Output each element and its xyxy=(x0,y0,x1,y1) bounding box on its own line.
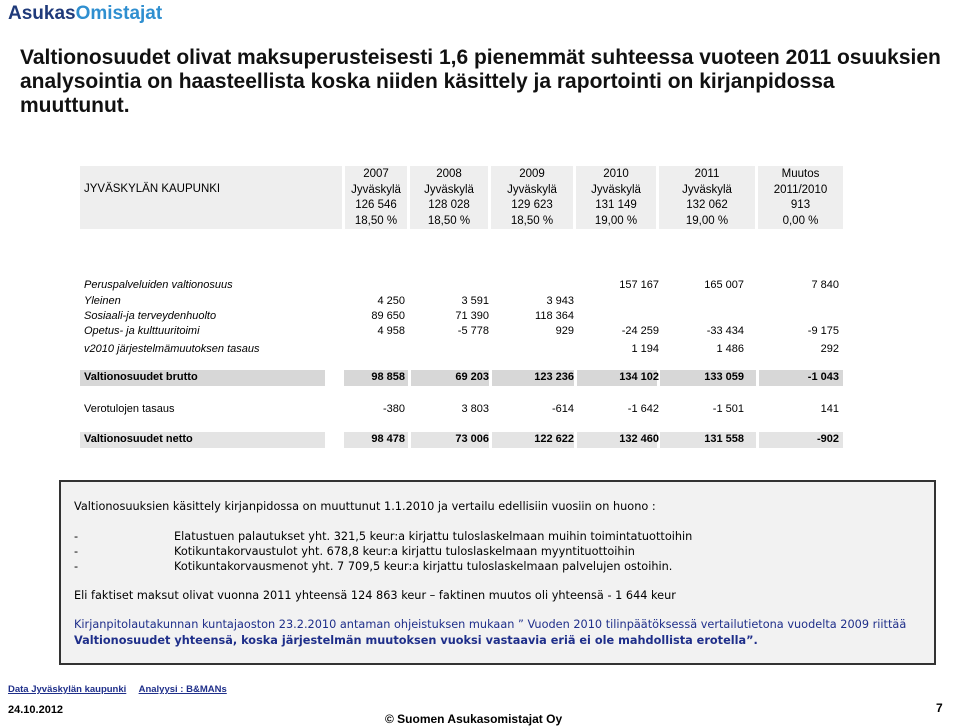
analysis-label: Analyysi : B&MANs xyxy=(138,684,227,695)
cell-2007: -380 xyxy=(382,403,405,415)
column-population: 132 062 xyxy=(686,199,728,211)
brand-part2: Omistajat xyxy=(75,3,163,24)
note-bullet: Elatustuen palautukset yht. 321,5 keur:a kirjattu tuloslaskelmaan muihin toimintatuottoihin xyxy=(174,530,693,543)
table-row-peruspalvelut xyxy=(80,278,843,294)
table-row-opetus xyxy=(80,324,843,340)
row-label: v2010 järjestelmämuutoksen tasaus xyxy=(84,343,260,355)
column-population: 913 xyxy=(790,199,811,211)
cell-change: 141 xyxy=(820,403,839,415)
cell-2008: 73 006 xyxy=(455,433,489,445)
cell-2007: 4 250 xyxy=(377,295,405,307)
note-bullet-dash: - xyxy=(74,560,79,573)
table-row-yleinen xyxy=(80,294,843,310)
cell-2009: 123 236 xyxy=(534,371,574,383)
row-label: Peruspalveluiden valtionosuus xyxy=(84,279,233,291)
cell-2009: 929 xyxy=(555,325,574,337)
column-city: Jyväskylä xyxy=(682,183,732,196)
column-year: 2009 xyxy=(519,168,545,180)
cell-2010: -24 259 xyxy=(621,325,659,337)
note-box xyxy=(59,480,936,665)
table-row-brutto xyxy=(80,370,843,386)
cell-change: -1 043 xyxy=(807,371,839,383)
column-population: 129 623 xyxy=(511,199,553,211)
summary-column xyxy=(659,166,755,229)
note-intro: Valtionosuuksien käsittely kirjanpidossa on muuttunut 1.1.2010 ja vertailu edellisiin vuosiin on huono : xyxy=(74,500,656,513)
column-tax-rate: 18,50 % xyxy=(510,214,554,227)
cell-2010: -1 642 xyxy=(627,403,659,415)
note-bullet-dash: - xyxy=(74,530,79,543)
cell-2011: -33 434 xyxy=(706,325,744,337)
column-tax-rate: 19,00 % xyxy=(594,214,638,227)
column-tax-rate: 18,50 % xyxy=(354,214,398,227)
table-row-v2010 xyxy=(80,342,843,358)
note-board-line1: Kirjanpitolautakunnan kuntajaoston 23.2.2010 antaman ohjeistuksen mukaan ” Vuoden 2010 tilinpäätöksessä vertailutietona vuodelta 2009 riittää xyxy=(74,618,907,631)
footer-copyright: © Suomen Asukasomistajat Oy xyxy=(385,712,563,726)
footer-date: 24.10.2012 xyxy=(8,704,64,716)
summary-column xyxy=(491,166,573,229)
cell-2008: 3 803 xyxy=(461,403,489,415)
cell-2011: 131 558 xyxy=(704,433,744,445)
cell-2010: 134 102 xyxy=(619,371,659,383)
cell-2007: 4 958 xyxy=(377,325,405,337)
column-year: 2010 xyxy=(603,168,629,180)
cell-change: -9 175 xyxy=(807,325,839,337)
column-tax-rate: 0,00 % xyxy=(782,214,819,227)
cell-2007: 98 478 xyxy=(371,433,405,445)
column-city: Jyväskylä xyxy=(507,183,557,196)
brand-part1: Asukas xyxy=(8,3,76,24)
table-row-sosiaali xyxy=(80,309,843,325)
column-population: 126 546 xyxy=(355,199,397,211)
row-label: Opetus- ja kulttuuritoimi xyxy=(84,325,200,337)
column-population: 128 028 xyxy=(428,199,470,211)
cell-2009: -614 xyxy=(551,403,574,415)
column-city: 2011/2010 xyxy=(773,183,828,196)
column-city: Jyväskylä xyxy=(351,183,401,196)
row-label: Valtionosuudet brutto xyxy=(84,371,198,383)
cell-change: 7 840 xyxy=(811,279,839,291)
summary-column xyxy=(576,166,656,229)
summary-column-change xyxy=(758,166,843,229)
cell-2008: 3 591 xyxy=(461,295,489,307)
cell-2009: 3 943 xyxy=(546,295,574,307)
note-board-line2: Valtionosuudet yhteensä, koska järjestelmän muutoksen vuoksi vastaavia eriä ei ole mahdollista erotella”. xyxy=(74,634,758,647)
table-row-verotulot xyxy=(80,402,843,418)
cell-2009: 118 364 xyxy=(535,310,574,322)
summary-column xyxy=(345,166,407,229)
cell-2010: 132 460 xyxy=(619,433,659,445)
cell-2009: 122 622 xyxy=(534,433,574,445)
note-bullet-dash: - xyxy=(74,545,79,558)
cell-2008: 71 390 xyxy=(455,310,489,322)
column-tax-rate: 18,50 % xyxy=(427,214,471,227)
summary-label: JYVÄSKYLÄN KAUPUNKI xyxy=(84,183,221,195)
column-year: 2011 xyxy=(694,168,720,180)
note-bullet: Kotikuntakorvaustulot yht. 678,8 keur:a kirjattu tuloslaskelmaan myyntituottoihin xyxy=(174,545,635,558)
column-city: Jyväskylä xyxy=(591,183,641,196)
column-year: Muutos xyxy=(781,168,820,180)
cell-change: 292 xyxy=(820,343,839,355)
column-year: 2008 xyxy=(436,168,462,180)
column-population: 131 149 xyxy=(595,199,637,211)
cell-2010: 157 167 xyxy=(619,279,659,291)
source-note xyxy=(8,684,237,695)
cell-2010: 1 194 xyxy=(631,343,659,355)
summary-column xyxy=(410,166,488,229)
cell-2011: 1 486 xyxy=(716,343,744,355)
column-year: 2007 xyxy=(363,168,389,180)
page-title: Valtionosuudet olivat maksuperusteisesti 1,6 pienemmät suhteessa vuoteen 2011 osuuksien analysointia on haasteellista koska niiden käsittely ja raportointi on kirjanpidossa muuttunut. xyxy=(20,46,941,117)
cell-2011: -1 501 xyxy=(712,403,744,415)
row-label: Verotulojen tasaus xyxy=(84,403,175,415)
brand-logo xyxy=(8,3,162,25)
page-number: 7 xyxy=(936,701,943,715)
source-label: Data Jyväskylän kaupunki xyxy=(8,684,127,695)
summary-label-cell xyxy=(80,166,342,229)
row-label: Valtionosuudet netto xyxy=(84,433,193,445)
cell-2007: 98 858 xyxy=(371,371,405,383)
table-row-netto xyxy=(80,432,843,448)
cell-2011: 165 007 xyxy=(704,279,744,291)
cell-2011: 133 059 xyxy=(704,371,744,383)
row-label: Sosiaali-ja terveydenhuolto xyxy=(84,310,217,322)
cell-2008: -5 778 xyxy=(457,325,489,337)
cell-2007: 89 650 xyxy=(371,310,405,322)
row-label: Yleinen xyxy=(84,295,121,307)
note-bullet: Kotikuntakorvausmenot yht. 7 709,5 keur:a kirjattu tuloslaskelmaan palvelujen ostoihin. xyxy=(174,560,673,573)
column-tax-rate: 19,00 % xyxy=(685,214,729,227)
note-fact: Eli faktiset maksut olivat vuonna 2011 yhteensä 124 863 keur – faktinen muutos oli yhteensä - 1 644 keur xyxy=(74,589,676,602)
column-city: Jyväskylä xyxy=(424,183,474,196)
cell-change: -902 xyxy=(816,433,839,445)
cell-2008: 69 203 xyxy=(455,371,489,383)
